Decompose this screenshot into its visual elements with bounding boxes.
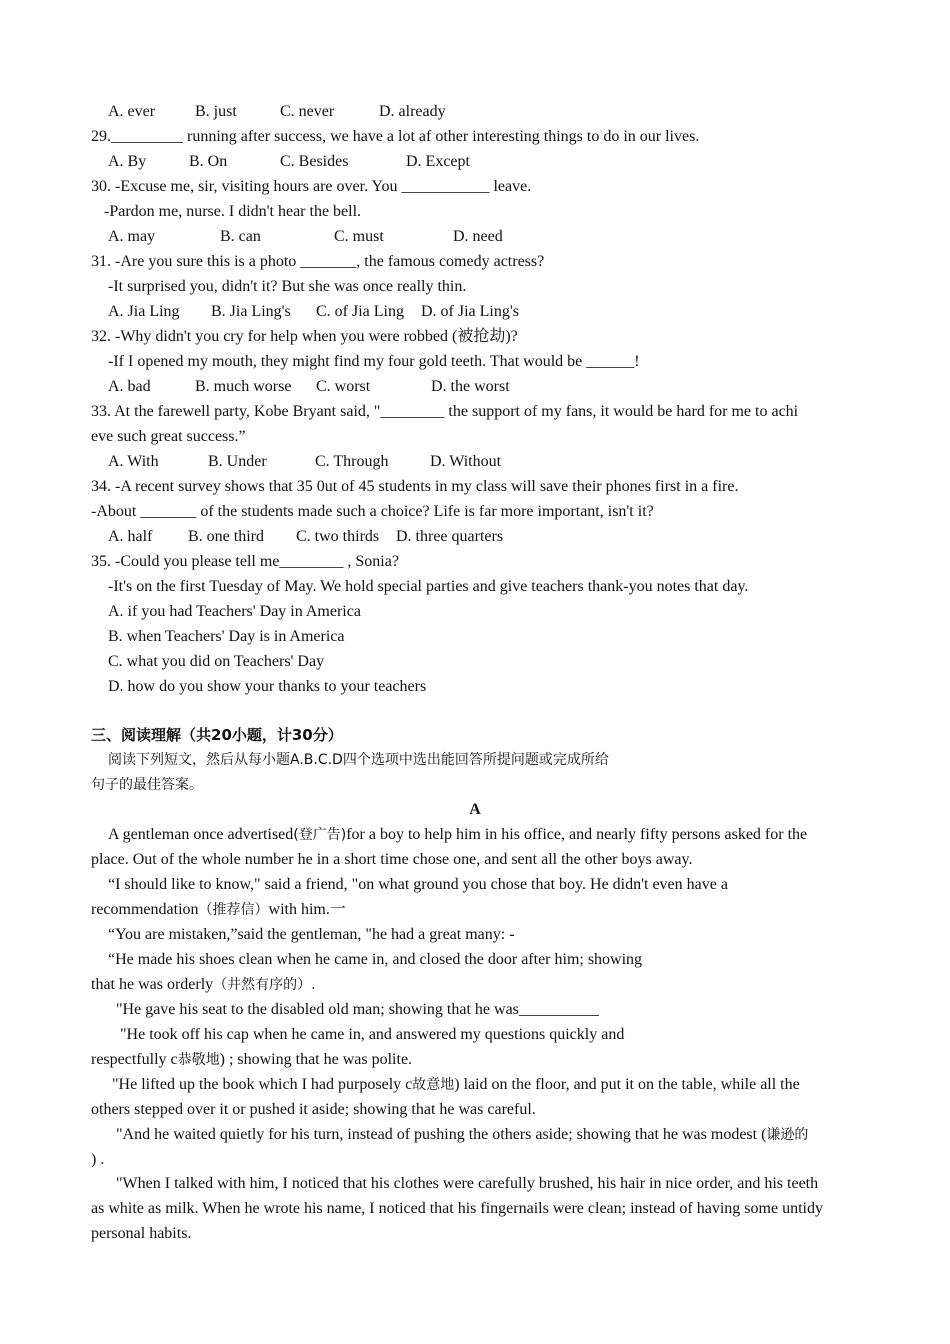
passage-line [91, 975, 316, 995]
option-a: A. if you had Teachers' Day in America [108, 603, 361, 620]
passage-line: as white as milk. When he wrote his name, I noticed that his fingernails were clean; instead of having some untidy [91, 1200, 823, 1217]
option-d: D. how do you show your thanks to your teachers [108, 678, 427, 695]
text-span: A gentleman once advertised [108, 826, 294, 843]
option-d: D. of Jia Ling's [421, 303, 519, 320]
option-b: B. much worse [195, 378, 292, 395]
question-stem: 32. -Why didn't you cry for help when you were robbed (被抢劫)? [91, 328, 518, 345]
option-a: A. half [108, 528, 153, 545]
section-instructions: 阅读下列短文，然后从每小题A.B.C.D四个选项中选出能回答所提问题或完成所给 [108, 752, 609, 768]
question-stem: 33. At the farewell party, Kobe Bryant said, "________ the support of my fans, it would be hard for me to achi [91, 403, 799, 420]
passage-line: place. Out of the whole number he in a short time chose one, and sent all the other boys away. [91, 851, 693, 868]
option-a: A. ever [108, 103, 156, 120]
option-d: D. already [379, 103, 446, 120]
passage-line: "He gave his seat to the disabled old man; showing that he was__________ [116, 1001, 599, 1018]
text-span: "And he waited quietly for his turn, instead of pushing the others aside; showing that he was modest ( [116, 1126, 767, 1143]
text-span: ) laid on the floor, and put it on the table, while all the [454, 1076, 800, 1093]
question-stem: 35. -Could you please tell me________ , Sonia? [91, 553, 399, 570]
text-span: ) ; showing that he was polite. [219, 1051, 413, 1068]
passage-line: ) . [91, 1151, 105, 1168]
passage-line: “He made his shoes clean when he came in, and closed the door after him; showing [108, 951, 643, 968]
passage-line: personal habits. [91, 1225, 192, 1242]
option-b: B. On [189, 153, 228, 170]
dialogue-reply: -It surprised you, didn't it? But she was once really thin. [108, 278, 467, 295]
text-span: that he was orderly [91, 976, 214, 993]
passage-line [91, 900, 346, 920]
gloss: (登广告) [293, 827, 347, 843]
section-instructions-continued: 句子的最佳答案。 [91, 777, 203, 793]
gloss: 谦逊的 [766, 1127, 809, 1143]
gloss: 故意地 [412, 1077, 455, 1093]
dialogue-reply: -Pardon me, nurse. I didn't hear the bell. [104, 203, 362, 220]
question-stem: 29._________ running after success, we have a lot af other interesting things to do in our lives. [91, 128, 700, 145]
option-a: A. By [108, 153, 147, 170]
passage-line: "He took off his cap when he came in, and answered my questions quickly and [120, 1026, 625, 1043]
passage-line [108, 825, 807, 845]
option-d: D. Without [430, 453, 502, 470]
text-span: recommendation [91, 901, 199, 918]
passage-line: “I should like to know," said a friend, "on what ground you chose that boy. He didn't even have a [108, 876, 728, 893]
dialogue-reply: -About _______ of the students made such a choice? Life is far more important, isn't it? [91, 503, 654, 520]
question-stem: 30. -Excuse me, sir, visiting hours are over. You ___________ leave. [91, 178, 532, 195]
option-c: C. two thirds [296, 528, 380, 545]
question-stem: 34. -A recent survey shows that 35 0ut of 45 students in my class will save their phones first in a fire. [91, 478, 739, 495]
option-c: C. what you did on Teachers' Day [108, 653, 325, 670]
passage-label: A [469, 801, 481, 818]
dialogue-reply: -It's on the first Tuesday of May. We hold special parties and give teachers thank-you notes that day. [108, 578, 749, 595]
passage-line [91, 1050, 412, 1070]
option-d: D. Except [406, 153, 470, 170]
option-c: C. Besides [280, 153, 349, 170]
text-span: respectfully c [91, 1051, 178, 1068]
gloss: （推荐信） [198, 902, 269, 918]
gloss: （井然有序的）. [213, 977, 316, 993]
passage-line [112, 1075, 800, 1095]
option-d: D. the worst [431, 378, 510, 395]
option-c: C. of Jia Ling [316, 303, 404, 320]
option-b: B. one third [188, 528, 264, 545]
option-b: B. just [195, 103, 237, 120]
option-c: C. worst [316, 378, 371, 395]
passage-line: others stepped over it or pushed it aside; showing that he was careful. [91, 1101, 536, 1118]
option-a: A. may [108, 228, 156, 245]
option-c: C. must [334, 228, 384, 245]
option-b: B. Jia Ling's [211, 303, 291, 320]
dialogue-reply: -If I opened my mouth, they might find my four gold teeth. That would be ______! [108, 353, 640, 370]
section-title: 三、阅读理解（共20小题，计30分） [91, 726, 343, 744]
passage-line: “You are mistaken,”said the gentleman, "he had a great many: - [108, 926, 515, 943]
option-c: C. Through [315, 453, 389, 470]
option-b: B. can [220, 228, 261, 245]
option-a: A. With [108, 453, 159, 470]
passage-line [116, 1125, 808, 1145]
text-span: "He lifted up the book which I had purposely c [112, 1076, 413, 1093]
gloss: 恭敬地 [177, 1052, 220, 1068]
option-b: B. Under [208, 453, 267, 470]
question-stem-continued: eve such great success.” [91, 428, 246, 445]
option-d: D. three quarters [396, 528, 504, 545]
text-span: with him.一 [268, 901, 346, 918]
passage-line: "When I talked with him, I noticed that his clothes were carefully brushed, his hair in nice order, and his teeth [116, 1175, 819, 1192]
question-stem: 31. -Are you sure this is a photo _______, the famous comedy actress? [91, 253, 545, 270]
option-b: B. when Teachers' Day is in America [108, 628, 345, 645]
option-d: D. need [453, 228, 503, 245]
option-a: A. Jia Ling [108, 303, 180, 320]
option-c: C. never [280, 103, 335, 120]
option-a: A. bad [108, 378, 151, 395]
text-span: for a boy to help him in his office, and nearly fifty persons asked for the [346, 826, 808, 843]
